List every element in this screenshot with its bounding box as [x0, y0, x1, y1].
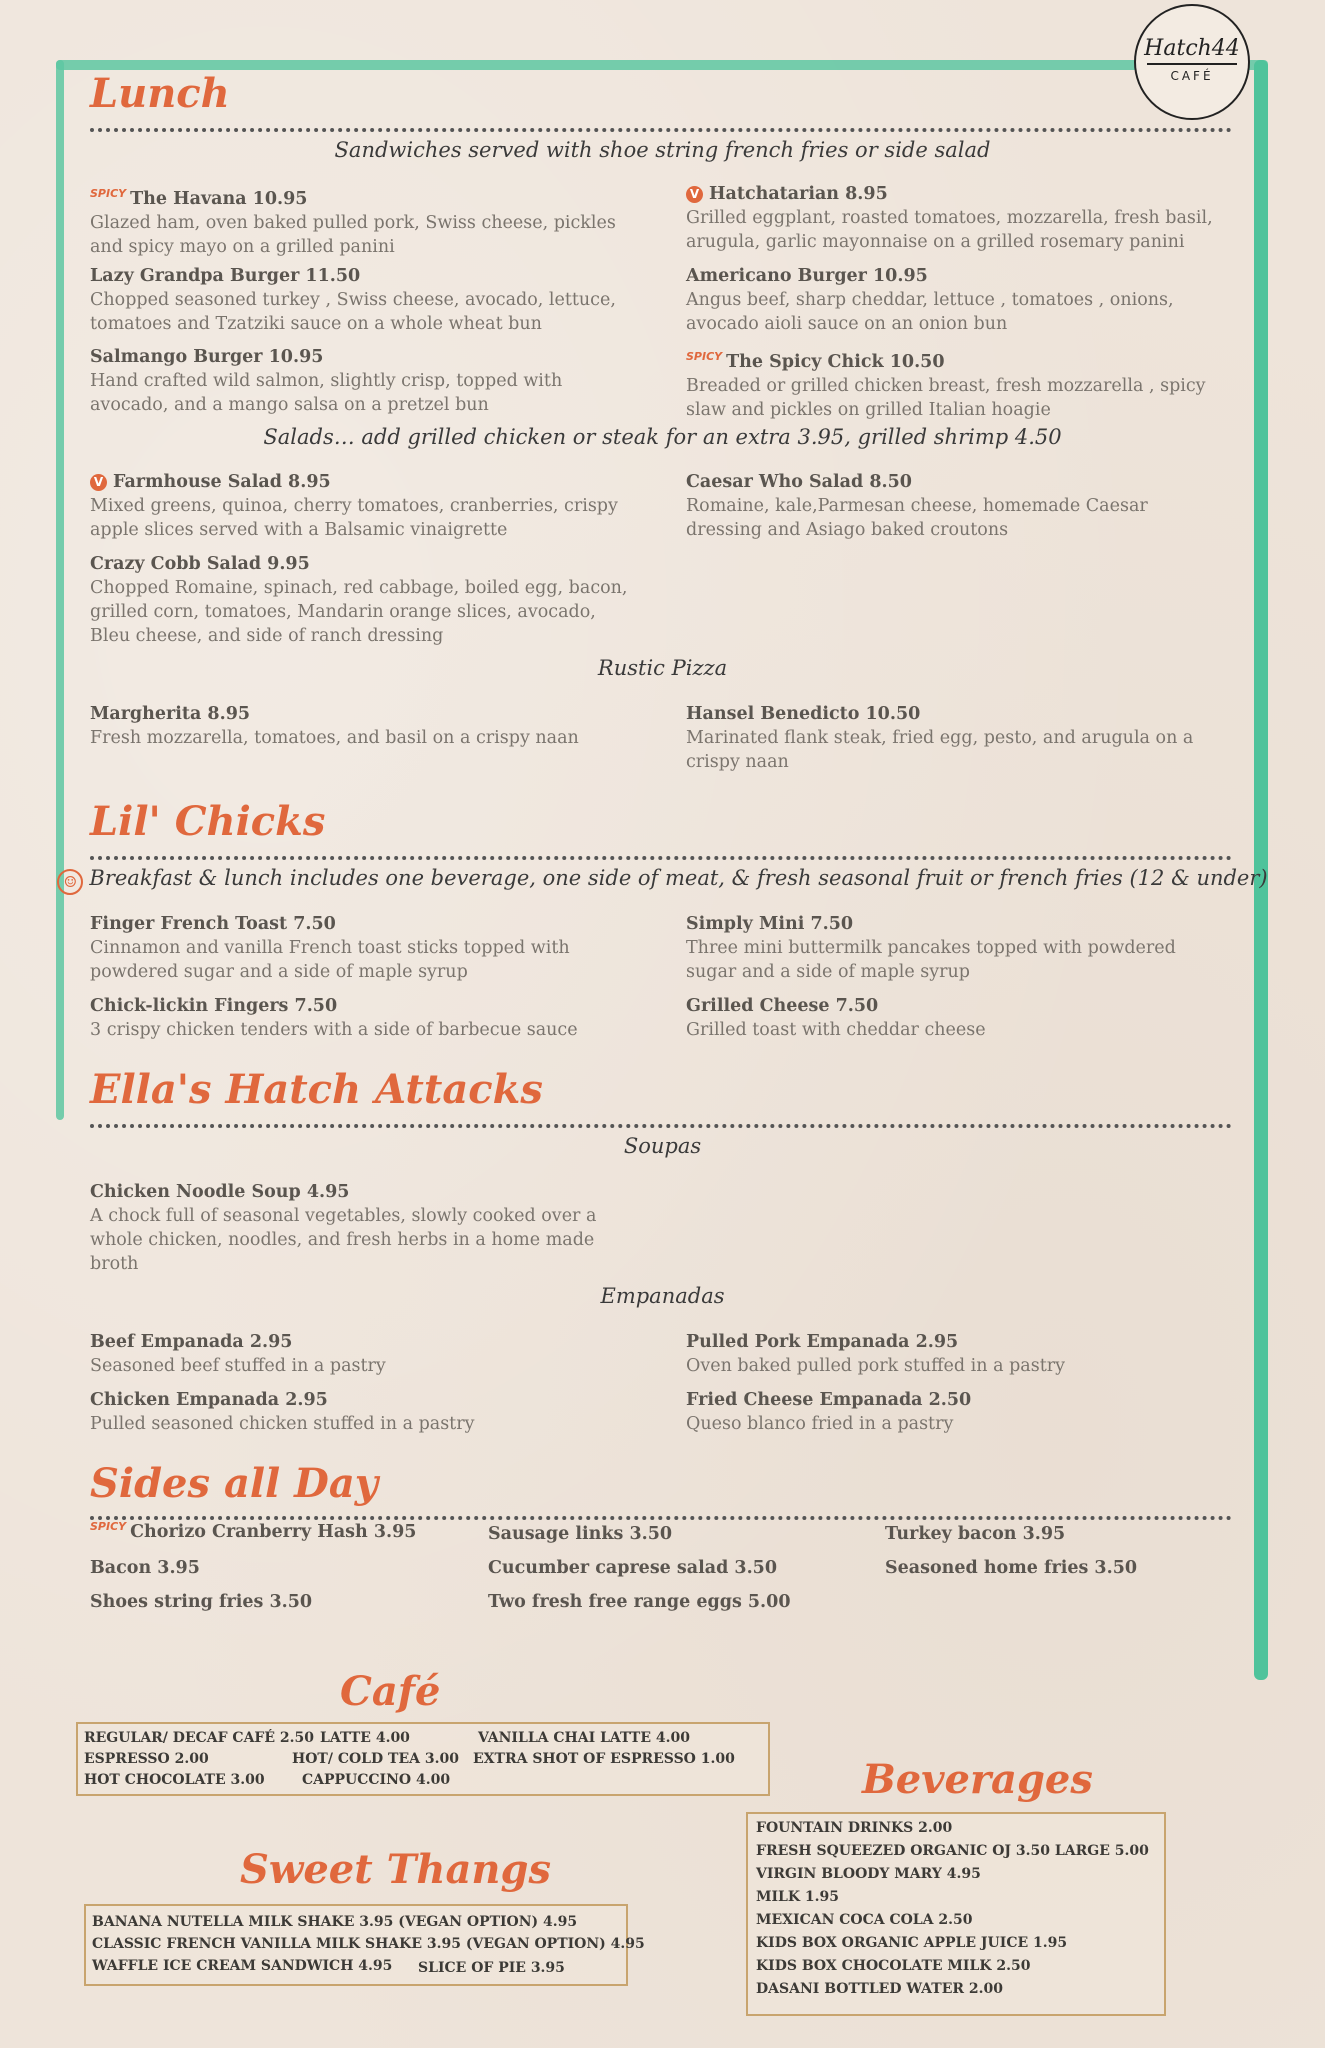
item-price: 2.95 [285, 1390, 328, 1410]
subhead-kids-text: Breakfast & lunch includes one beverage, one side of meat, & fresh seasonal fruit or french fries (12 & under) [89, 866, 1268, 890]
beverage-item: FOUNTAIN DRINKS 2.00 [756, 1820, 953, 1836]
logo-sub: CAFÉ [1170, 69, 1214, 83]
side-item: Bacon 3.95 [90, 1558, 200, 1578]
menu-item-lazy-grandpa [90, 264, 630, 336]
frame-top-stroke [56, 60, 1268, 70]
item-price: 7.50 [835, 996, 879, 1016]
vegetarian-icon: V [686, 186, 703, 203]
menu-item-grilled-cheese [686, 994, 1226, 1042]
item-name: Chick-lickin Fingers [90, 996, 289, 1016]
subhead-salads: Salads… add grilled chicken or steak for an extra 3.95, grilled shrimp 4.50 [263, 425, 1062, 449]
section-title-sweet: Sweet Thangs [240, 1846, 551, 1893]
item-price: 7.50 [810, 914, 854, 934]
cafe-item: HOT/ COLD TEA 3.00 [292, 1751, 459, 1767]
section-title-beverages: Beverages [862, 1756, 1093, 1803]
item-name: Hatchatarian [709, 184, 840, 204]
item-price: 8.95 [845, 184, 888, 204]
beverage-item: FRESH SQUEEZED ORGANIC OJ 3.50 LARGE 5.00 [756, 1843, 1149, 1859]
spicy-tag: SPICY [90, 1520, 127, 1533]
item-price: 11.50 [305, 266, 361, 286]
item-name: Fried Cheese Empanada [686, 1390, 923, 1410]
item-name: Margherita [90, 704, 202, 724]
logo-divider [1147, 63, 1237, 65]
beverage-item: MILK 1.95 [756, 1889, 840, 1905]
beverage-item: KIDS BOX CHOCOLATE MILK 2.50 [756, 1958, 1031, 1974]
section-title-ellas: Ella's Hatch Attacks [90, 1066, 543, 1113]
menu-item-havana [90, 182, 630, 259]
side-item: Two fresh free range eggs 5.00 [488, 1592, 791, 1612]
item-name: Pulled Pork Empanada [686, 1332, 910, 1352]
menu-item-margherita [90, 702, 630, 750]
side-item-text: Chorizo Cranberry Hash 3.95 [130, 1521, 417, 1542]
item-description: Oven baked pulled pork stuffed in a pastry [686, 1356, 1066, 1376]
item-description: 3 crispy chicken tenders with a side of barbecue sauce [90, 1020, 578, 1040]
item-price: 10.50 [889, 351, 945, 372]
item-description: Romaine, kale,Parmesan cheese, homemade Caesar dressing and Asiago baked croutons [686, 496, 1148, 540]
item-name: Farmhouse Salad [113, 472, 282, 492]
section-title-lil-chicks: Lil' Chicks [90, 798, 326, 845]
cafe-item: EXTRA SHOT OF ESPRESSO 1.00 [473, 1751, 735, 1767]
item-description: Three mini buttermilk pancakes topped with powdered sugar and a side of maple syrup [686, 938, 1176, 982]
item-description: Glazed ham, oven baked pulled pork, Swiss cheese, pickles and spicy mayo on a grilled panini [90, 212, 616, 257]
item-name: Chicken Empanada [90, 1390, 280, 1410]
item-name: Beef Empanada [90, 1332, 244, 1352]
item-price: 10.95 [873, 266, 928, 286]
subhead-pizza: Rustic Pizza [597, 656, 728, 680]
cafe-item: ESPRESSO 2.00 [84, 1751, 209, 1767]
cafe-item: REGULAR/ DECAF CAFÉ 2.50 [84, 1730, 315, 1746]
item-name: The Spicy Chick [726, 351, 884, 372]
menu-item-salmango [90, 345, 630, 417]
menu-item-farmhouse [90, 470, 630, 542]
menu-item-hansel [686, 702, 1226, 774]
cafe-item: VANILLA CHAI LATTE 4.00 [478, 1730, 690, 1746]
side-item [90, 1520, 416, 1542]
item-price: 8.95 [288, 472, 331, 492]
section-title-sides: Sides all Day [90, 1460, 379, 1507]
item-price: 7.50 [293, 914, 336, 934]
item-name: Hansel Benedicto [686, 704, 860, 724]
side-item: Turkey bacon 3.95 [885, 1524, 1066, 1544]
item-price: 10.95 [252, 188, 308, 209]
side-item: Cucumber caprese salad 3.50 [488, 1558, 778, 1578]
subhead-empanadas: Empanadas [600, 1284, 725, 1308]
item-price: 2.95 [915, 1332, 959, 1352]
beverage-item: DASANI BOTTLED WATER 2.00 [756, 1981, 1003, 1997]
item-description: Chopped Romaine, spinach, red cabbage, boiled egg, bacon, grilled corn, tomatoes, Mandarin orange slices, avocado, Bleu cheese, and side of ranch dressing [90, 578, 628, 646]
item-description: Cinnamon and vanilla French toast sticks topped with powdered sugar and a side of maple syrup [90, 938, 570, 982]
item-name: Americano Burger [686, 266, 867, 286]
divider-lil-chicks [90, 856, 1232, 860]
cafe-item: CAPPUCCINO 4.00 [302, 1772, 451, 1788]
item-description: Grilled toast with cheddar cheese [686, 1020, 986, 1040]
cafe-item: LATTE 4.00 [320, 1730, 410, 1746]
menu-item-beef-empanada [90, 1330, 630, 1378]
beverages-box [746, 1812, 1166, 2016]
item-name: The Havana [130, 188, 247, 209]
item-description: Grilled eggplant, roasted tomatoes, mozzarella, fresh basil, arugula, garlic mayonnaise on a grilled rosemary panini [686, 208, 1213, 252]
divider-ellas [90, 1124, 1232, 1128]
item-description: Fresh mozzarella, tomatoes, and basil on a crispy naan [90, 728, 579, 748]
item-name: Finger French Toast [90, 914, 288, 934]
item-description: Mixed greens, quinoa, cherry tomatoes, cranberries, crispy apple slices served with a Balsamic vinaigrette [90, 496, 618, 540]
cafe-box [76, 1722, 770, 1796]
item-description: Angus beef, sharp cheddar, lettuce , tomatoes , onions, avocado aioli sauce on an onion bun [686, 290, 1174, 334]
item-price: 7.50 [294, 996, 338, 1016]
menu-item-simply-mini [686, 912, 1226, 984]
frame-left-stroke [56, 60, 64, 1120]
menu-item-spicy-chick [686, 345, 1226, 422]
item-description: Marinated flank steak, fried egg, pesto, and arugula on a crispy naan [686, 728, 1194, 772]
item-price: 4.95 [306, 1182, 350, 1202]
subhead-soupas: Soupas [623, 1134, 702, 1158]
cafe-logo [1134, 4, 1250, 120]
cafe-item: HOT CHOCOLATE 3.00 [84, 1772, 265, 1788]
menu-item-french-toast [90, 912, 630, 984]
item-name: Simply Mini [686, 914, 805, 934]
item-name: Lazy Grandpa Burger [90, 266, 300, 286]
side-item: Shoes string fries 3.50 [90, 1592, 313, 1612]
item-description: Queso blanco fried in a pastry [686, 1414, 954, 1434]
smiley-icon: ☺ [57, 869, 83, 895]
item-description: Breaded or grilled chicken breast, fresh mozzarella , spicy slaw and pickles on grilled Italian hoagie [686, 375, 1206, 420]
beverage-item: VIRGIN BLOODY MARY 4.95 [756, 1866, 981, 1882]
menu-item-americano [686, 264, 1226, 336]
item-name: Crazy Cobb Salad [90, 554, 262, 574]
item-price: 10.50 [865, 704, 921, 724]
beverage-item: KIDS BOX ORGANIC APPLE JUICE 1.95 [756, 1935, 1068, 1951]
subhead-kids [0, 866, 1325, 895]
menu-item-pork-empanada [686, 1330, 1226, 1378]
item-description: Pulled seasoned chicken stuffed in a pastry [90, 1414, 475, 1434]
spicy-tag: SPICY [90, 187, 127, 200]
item-name: Salmango Burger [90, 347, 263, 367]
sweet-item: CLASSIC FRENCH VANILLA MILK SHAKE 3.95 (VEGAN OPTION) 4.95 [92, 1936, 645, 1952]
beverage-item: MEXICAN COCA COLA 2.50 [756, 1912, 973, 1928]
sweet-item: SLICE OF PIE 3.95 [418, 1960, 565, 1976]
subhead-sandwiches: Sandwiches served with shoe string french fries or side salad [334, 138, 991, 162]
sweet-item: BANANA NUTELLA MILK SHAKE 3.95 (VEGAN OPTION) 4.95 [92, 1914, 578, 1930]
item-price: 2.50 [928, 1390, 972, 1410]
item-description: Hand crafted wild salmon, slightly crisp, topped with avocado, and a mango salsa on a pretzel bun [90, 371, 563, 415]
item-price: 8.95 [207, 704, 251, 724]
item-description: Chopped seasoned turkey , Swiss cheese, avocado, lettuce, tomatoes and Tzatziki sauce on a whole wheat bun [90, 290, 616, 334]
vegetarian-icon: V [90, 474, 107, 491]
menu-item-cheese-empanada [686, 1388, 1226, 1436]
sweet-box [84, 1904, 645, 1986]
menu-item-chick-fingers [90, 994, 630, 1042]
section-title-cafe: Café [340, 1668, 441, 1715]
item-price: 10.95 [268, 347, 324, 367]
sweet-item: WAFFLE ICE CREAM SANDWICH 4.95 [92, 1958, 393, 1974]
section-title-lunch: Lunch [90, 70, 230, 117]
item-price: 9.95 [267, 554, 310, 574]
menu-item-hatchatarian [686, 182, 1226, 254]
item-price: 2.95 [249, 1332, 293, 1352]
divider-lunch [90, 128, 1232, 132]
item-name: Caesar Who Salad [686, 472, 864, 492]
menu-item-cobb [90, 552, 630, 648]
side-item: Sausage links 3.50 [488, 1524, 673, 1544]
menu-item-caesar [686, 470, 1226, 542]
spicy-tag: SPICY [686, 350, 723, 363]
item-name: Chicken Noodle Soup [90, 1182, 301, 1202]
side-item: Seasoned home fries 3.50 [885, 1558, 1138, 1578]
logo-name: Hatch44 [1144, 36, 1240, 61]
item-name: Grilled Cheese [686, 996, 830, 1016]
item-description: Seasoned beef stuffed in a pastry [90, 1356, 386, 1376]
menu-item-chicken-soup [90, 1180, 630, 1276]
menu-item-chicken-empanada [90, 1388, 630, 1436]
item-description: A chock full of seasonal vegetables, slowly cooked over a whole chicken, noodles, and fresh herbs in a home made broth [90, 1206, 597, 1274]
item-price: 8.50 [869, 472, 912, 492]
